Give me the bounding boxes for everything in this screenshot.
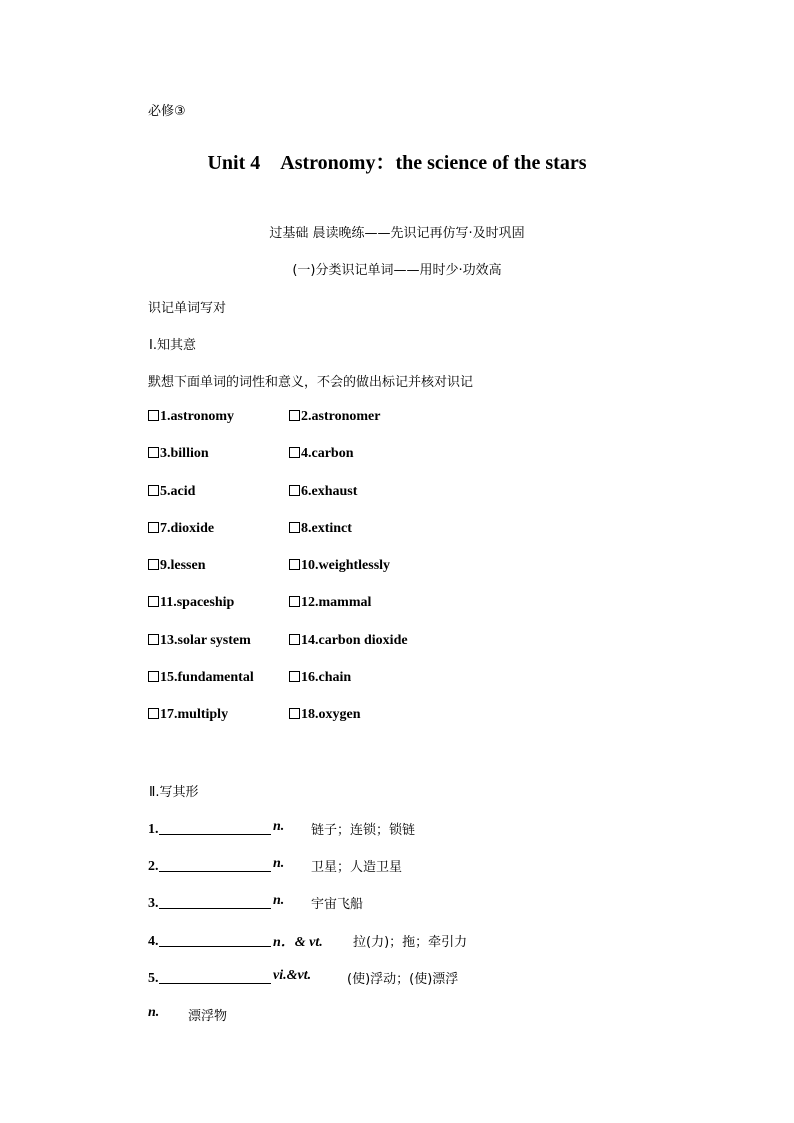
vocab-item[interactable]: 1.astronomy	[148, 409, 234, 425]
part-of-speech: n.	[273, 893, 285, 908]
checkbox-icon[interactable]	[148, 708, 159, 719]
checkbox-icon[interactable]	[289, 559, 300, 570]
book-label: 必修③	[148, 104, 186, 119]
answer-blank[interactable]	[159, 970, 271, 984]
answer-blank[interactable]	[159, 895, 271, 909]
vocab-item[interactable]: 13.solar system	[148, 633, 251, 649]
checkbox-icon[interactable]	[148, 596, 159, 607]
answer-blank[interactable]	[159, 858, 271, 872]
checkbox-icon[interactable]	[289, 447, 300, 458]
part-of-speech: vi.&vt.	[273, 968, 312, 983]
checkbox-icon[interactable]	[289, 708, 300, 719]
vocab-item[interactable]: 4.carbon	[289, 446, 354, 462]
checkbox-icon[interactable]	[289, 596, 300, 607]
part2-heading: Ⅱ.写其形	[149, 785, 199, 800]
meaning: 拉(力)；拖；牵引力	[353, 935, 468, 950]
vocab-item[interactable]: 11.spaceship	[148, 595, 234, 611]
vocab-item[interactable]: 16.chain	[289, 670, 351, 686]
checkbox-icon[interactable]	[148, 485, 159, 496]
fill-item: 1.	[148, 818, 271, 838]
part-of-speech: n.	[273, 856, 285, 871]
part-of-speech: n.	[273, 819, 285, 834]
fill-item: 4.	[148, 930, 271, 950]
vocab-item[interactable]: 17.multiply	[148, 707, 228, 723]
meaning: 漂浮物	[188, 1009, 228, 1024]
answer-blank[interactable]	[159, 821, 271, 835]
vocab-item[interactable]: 10.weightlessly	[289, 558, 390, 574]
checkbox-icon[interactable]	[289, 634, 300, 645]
subtitle-review: 过基础 晨读晚练——先识记再仿写·及时巩固	[269, 226, 525, 241]
checkbox-icon[interactable]	[148, 671, 159, 682]
answer-blank[interactable]	[159, 933, 271, 947]
checkbox-icon[interactable]	[148, 634, 159, 645]
fill-item: 2.	[148, 855, 271, 875]
part-of-speech: n.	[148, 1005, 160, 1020]
fill-item: 5.	[148, 967, 271, 987]
vocab-item[interactable]: 9.lessen	[148, 558, 206, 574]
vocab-item[interactable]: 6.exhaust	[289, 484, 357, 500]
fill-item: 3.	[148, 892, 271, 912]
meaning: 链子；连锁；锁链	[311, 823, 416, 838]
part1-instruction: 默想下面单词的词性和意义，不会的做出标记并核对识记	[148, 375, 474, 390]
vocab-item[interactable]: 18.oxygen	[289, 707, 361, 723]
vocab-item[interactable]: 5.acid	[148, 484, 195, 500]
page-title: Unit 4 Astronomy：the science of the stars	[207, 152, 587, 174]
checkbox-icon[interactable]	[148, 410, 159, 421]
checkbox-icon[interactable]	[289, 522, 300, 533]
checkbox-icon[interactable]	[289, 671, 300, 682]
vocab-item[interactable]: 8.extinct	[289, 521, 352, 537]
checkbox-icon[interactable]	[289, 410, 300, 421]
checkbox-icon[interactable]	[148, 559, 159, 570]
part1-heading: Ⅰ.知其意	[149, 338, 196, 353]
checkbox-icon[interactable]	[148, 447, 159, 458]
checkbox-icon[interactable]	[148, 522, 159, 533]
section-label: 识记单词写对	[148, 301, 227, 316]
meaning: (使)浮动；(使)漂浮	[347, 972, 459, 987]
vocab-item[interactable]: 14.carbon dioxide	[289, 633, 408, 649]
meaning: 卫星；人造卫星	[311, 860, 403, 875]
part-of-speech: n．& vt.	[273, 935, 323, 950]
vocab-item[interactable]: 3.billion	[148, 446, 209, 462]
vocab-item[interactable]: 2.astronomer	[289, 409, 380, 425]
vocab-item[interactable]: 7.dioxide	[148, 521, 214, 537]
subtitle-vocab: (一)分类识记单词——用时少·功效高	[292, 263, 502, 278]
meaning: 宇宙飞船	[311, 897, 364, 912]
vocab-item[interactable]: 15.fundamental	[148, 670, 254, 686]
checkbox-icon[interactable]	[289, 485, 300, 496]
vocab-item[interactable]: 12.mammal	[289, 595, 371, 611]
